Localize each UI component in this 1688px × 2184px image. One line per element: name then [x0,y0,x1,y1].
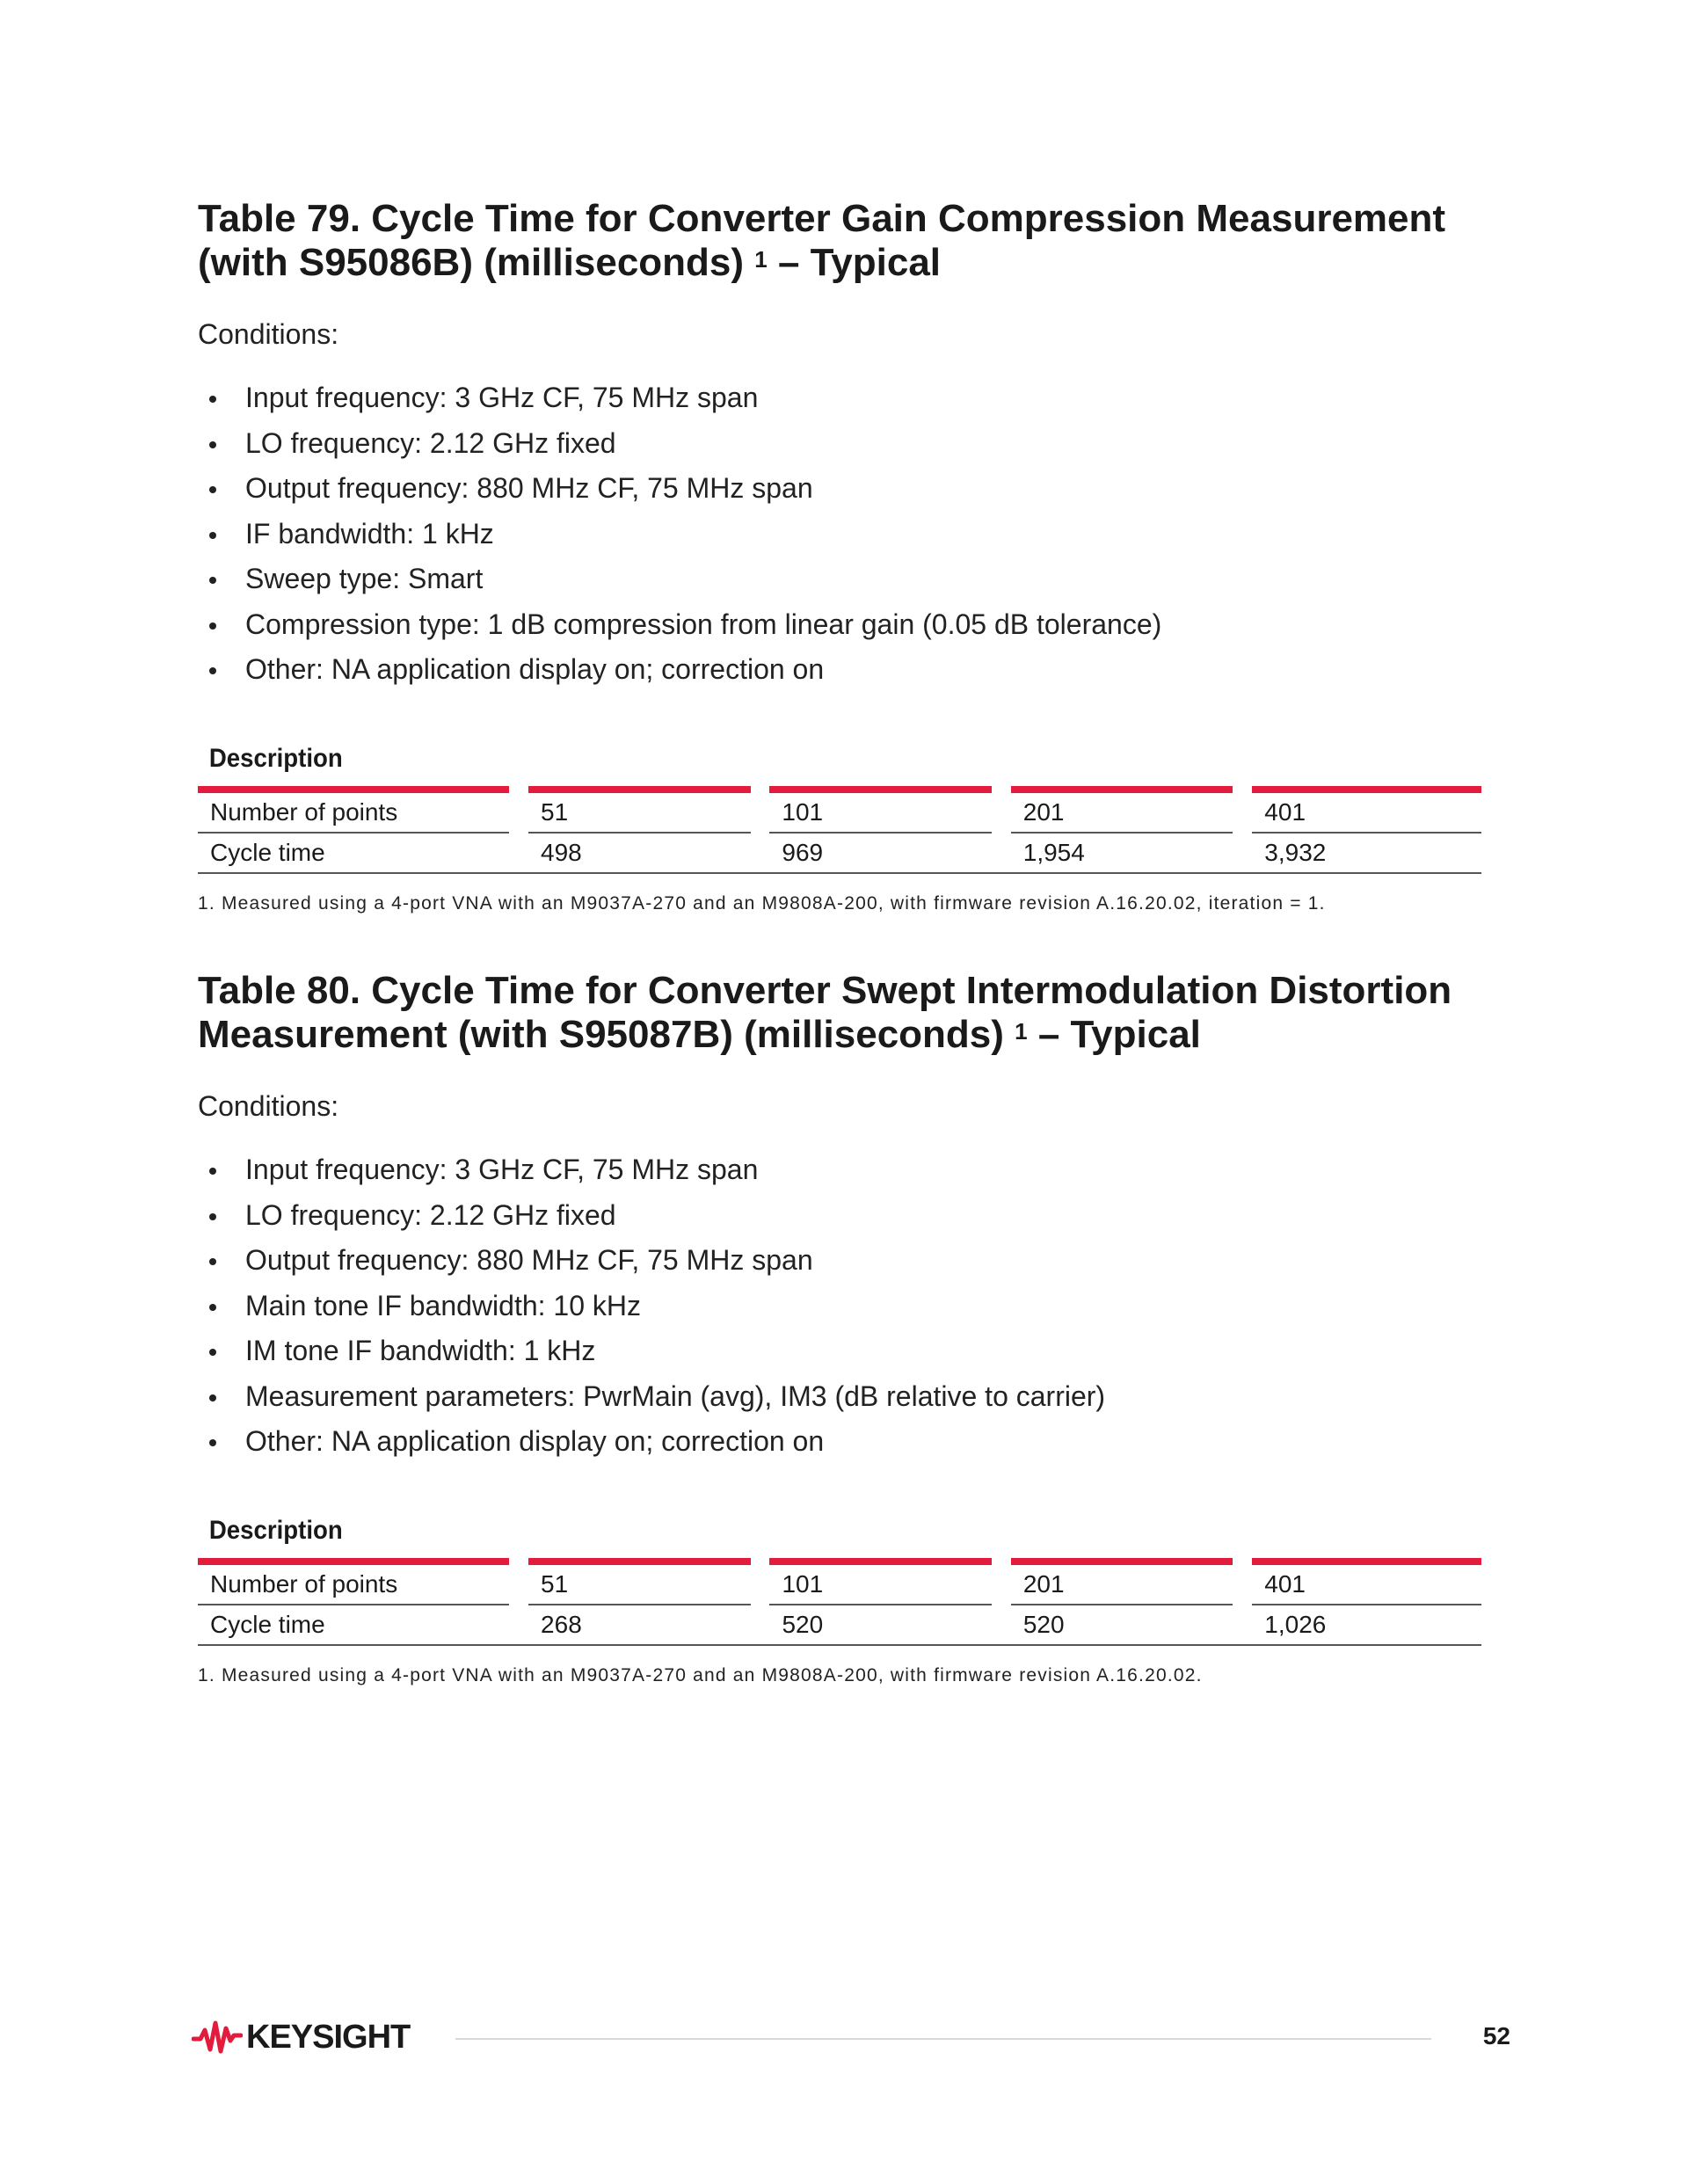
red-rule [528,786,751,793]
table-cell: 520 [1011,1605,1233,1646]
table79-header-rule [198,786,1481,793]
table-cell: 201 [1011,1565,1233,1605]
table-cell: 101 [769,1565,992,1605]
table80-title [198,969,1490,1057]
condition-item [198,1238,1490,1284]
bullet-icon [209,1213,216,1220]
table-cell: Cycle time [198,834,509,874]
table80-conditions-list [198,1147,1490,1465]
condition-item [198,375,1490,421]
red-rule [198,786,509,793]
bullet-icon [209,577,216,584]
condition-item [198,647,1490,693]
table-row [198,1565,1481,1605]
condition-text: Main tone IF bandwidth: 10 kHz [245,1289,642,1321]
keysight-wave-icon [192,2018,243,2057]
bullet-icon [209,1258,216,1265]
condition-item [198,557,1490,602]
table-cell: 401 [1252,1565,1481,1605]
table-cell: 401 [1252,793,1481,834]
table79-footnote-ref: 1 [754,246,768,273]
table80-conditions-label: Conditions: [198,1090,339,1122]
bullet-icon [209,1394,216,1401]
logo-text: KEYSIGHT [246,2018,411,2056]
table-row [198,793,1481,834]
table-cell: 201 [1011,793,1233,834]
table-cell: Cycle time [198,1605,509,1646]
red-rule [769,786,992,793]
table-cell: 969 [769,834,992,874]
condition-item [198,1193,1490,1239]
condition-text: IF bandwidth: 1 kHz [245,517,494,550]
condition-text: Other: NA application display on; correction on [245,653,825,685]
condition-text: Sweep type: Smart [245,563,484,594]
condition-text: Input frequency: 3 GHz CF, 75 MHz span [245,1154,759,1185]
table-cell: 1,954 [1011,834,1233,874]
table79-title-line2: (with S95086B) (milliseconds) [198,241,745,284]
footer-divider [455,2038,1431,2040]
table-cell: Number of points [198,793,509,834]
table79-title-line1: Table 79. Cycle Time for Converter Gain Compression Measurement [198,197,1446,240]
bullet-icon [209,1439,216,1446]
condition-text: Compression type: 1 dB compression from linear gain (0.05 dB tolerance) [245,608,1162,640]
table79-conditions-label: Conditions: [198,318,339,350]
condition-text: Input frequency: 3 GHz CF, 75 MHz span [245,382,759,413]
page-footer [192,2015,1510,2059]
table80-title-line2: Measurement (with S95087B) (milliseconds) [198,1013,1004,1056]
red-rule [528,1558,751,1565]
red-rule [1011,1558,1233,1565]
table-cell: 101 [769,793,992,834]
table80-section [198,969,1490,1686]
condition-text: IM tone IF bandwidth: 1 kHz [245,1335,596,1366]
red-rule [198,1558,509,1565]
page-number: 52 [1482,2022,1510,2049]
table-cell: 498 [528,834,751,874]
condition-text: Output frequency: 880 MHz CF, 75 MHz span [245,1244,813,1276]
bullet-icon [209,441,216,448]
condition-item [198,1329,1490,1374]
table80-footnote: 1. Measured using a 4-port VNA with an M9037A-270 and an M9808A-200, with firmware revision A.16.20.02. [198,1664,1203,1685]
bullet-icon [209,1349,216,1356]
bullet-icon [209,486,216,493]
table80-description-label: Description [208,1515,343,1545]
table-row [198,834,1481,874]
condition-item [198,512,1490,557]
condition-text: LO frequency: 2.12 GHz fixed [245,426,616,459]
table-cell: 268 [528,1605,751,1646]
table80-header-rule [198,1558,1481,1565]
red-rule [1252,786,1481,793]
table79-footnote: 1. Measured using a 4-port VNA with an M9037A-270 and an M9808A-200, with firmware revision A.16.20.02, iteration = 1. [198,892,1326,914]
condition-item [198,1147,1490,1193]
condition-item [198,1419,1490,1465]
table79-title-suffix: – Typical [767,241,942,284]
condition-text: Measurement parameters: PwrMain (avg), IM3 (dB relative to carrier) [245,1380,1106,1412]
condition-text: LO frequency: 2.12 GHz fixed [245,1198,616,1231]
bullet-icon [209,667,216,674]
table80-title-suffix: – Typical [1027,1013,1201,1056]
bullet-icon [209,1304,216,1311]
table79-title [198,197,1490,285]
table-cell: Number of points [198,1565,509,1605]
table-cell: 3,932 [1252,834,1481,874]
table80-footnote-ref: 1 [1015,1018,1028,1045]
table-cell: 1,026 [1252,1605,1481,1646]
table79-data-table [198,786,1481,874]
bullet-icon [209,1168,216,1175]
table80-data-table [198,1558,1481,1646]
red-rule [1011,786,1233,793]
condition-item [198,1374,1490,1420]
red-rule [1252,1558,1481,1565]
table-cell: 51 [528,1565,751,1605]
bullet-icon [209,622,216,630]
table80-title-line1: Table 80. Cycle Time for Converter Swept Intermodulation Distortion [198,969,1452,1012]
condition-item [198,421,1490,467]
table-cell: 520 [769,1605,992,1646]
condition-item [198,1284,1490,1329]
table79-section [198,197,1490,914]
bullet-icon [209,532,216,539]
condition-item [198,602,1490,648]
condition-text: Other: NA application display on; correction on [245,1425,825,1457]
table79-conditions-list [198,375,1490,693]
table79-description-label: Description [208,743,343,773]
condition-item [198,466,1490,512]
condition-text: Output frequency: 880 MHz CF, 75 MHz span [245,472,813,504]
red-rule [769,1558,992,1565]
table-cell: 51 [528,793,751,834]
bullet-icon [209,396,216,403]
keysight-logo [192,2015,410,2059]
table-row [198,1605,1481,1646]
